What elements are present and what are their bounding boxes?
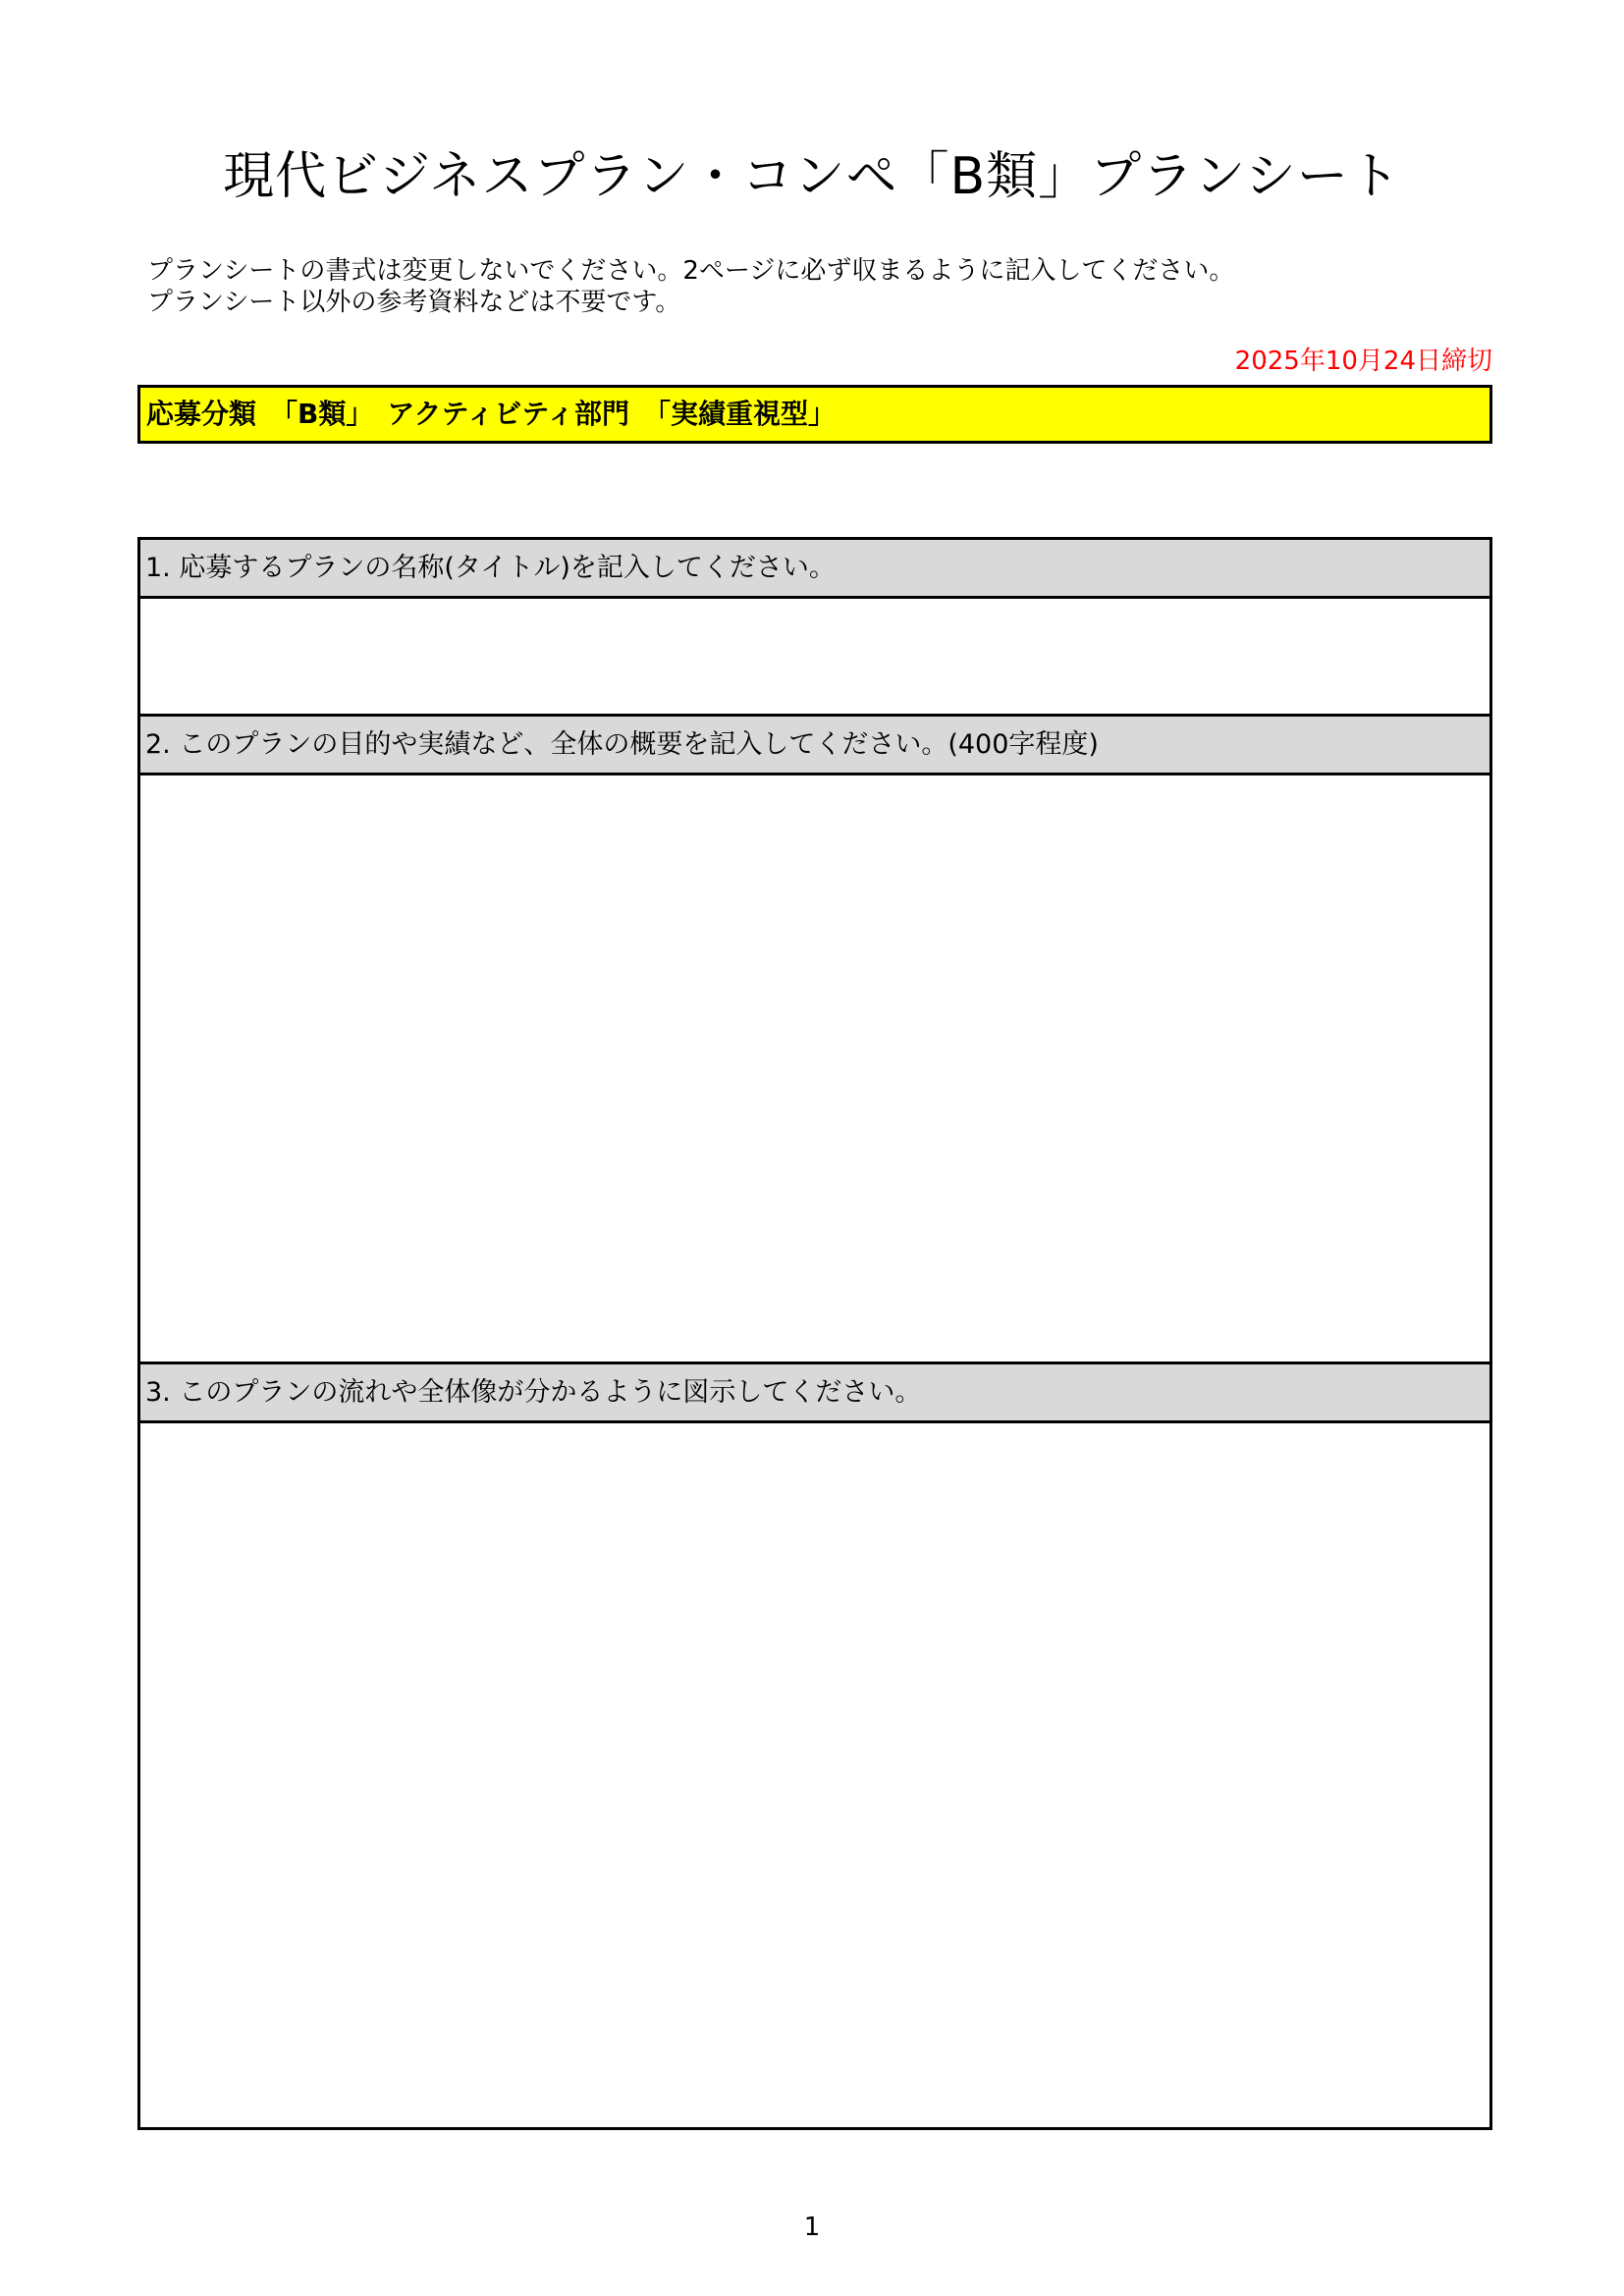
- question-3-header: 3. このプランの流れや全体像が分かるように図示してください。: [140, 1362, 1489, 1423]
- question-3-answer-area[interactable]: [140, 1423, 1489, 2127]
- question-1-header: 1. 応募するプランの名称(タイトル)を記入してください。: [140, 540, 1489, 599]
- plan-form-table: [137, 537, 1492, 2130]
- page-number: 1: [803, 2213, 821, 2242]
- instruction-line-2: プランシート以外の参考資料などは不要です。: [147, 288, 681, 317]
- instructions: [147, 255, 1522, 318]
- page-title: 現代ビジネスプラン・コンペ「B類」プランシート: [223, 147, 1401, 206]
- category-bar: 応募分類 「B類」 アクティビティ部門 「実績重視型」: [137, 385, 1492, 444]
- question-1-answer-area[interactable]: [140, 599, 1489, 714]
- question-2-header: 2. このプランの目的や実績など、全体の概要を記入してください。(400字程度): [140, 714, 1489, 775]
- instruction-line-1: プランシートの書式は変更しないでください。2ページに必ず収まるように記入してください。: [147, 256, 1235, 286]
- deadline-text: 2025年10月24日締切: [1234, 347, 1492, 376]
- question-2-answer-area[interactable]: [140, 775, 1489, 1362]
